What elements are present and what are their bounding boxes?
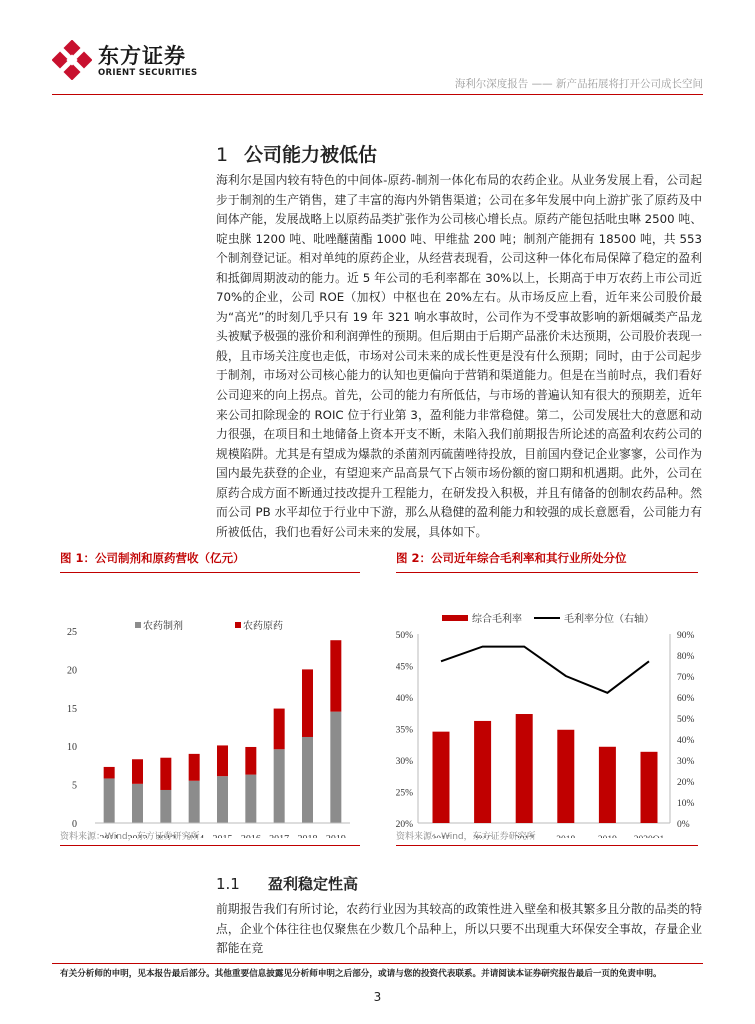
- y-left-tick-label: 50%: [396, 631, 413, 641]
- figure-1: [60, 550, 360, 842]
- section-title-text: 公司能力被低估: [244, 144, 378, 166]
- logo-english-name: ORIENT SECURITIES: [98, 68, 198, 78]
- bar-technical: [104, 767, 115, 779]
- section-number: 1: [216, 144, 229, 166]
- y-left-tick-label: 30%: [396, 757, 413, 767]
- y-tick-label: 5: [72, 780, 77, 792]
- orient-logo-icon: [52, 40, 92, 80]
- y-tick-label: 0: [72, 819, 77, 830]
- body-paragraph-1: 海利尔是国内较有特色的中间体-原药-制剂一体化布局的农药企业。从业务发展上看，公司起步于制剂的生产销售，建了丰富的海内外销售渠道；公司在多年发展中向上游扩张了原药及中间体产能，发展战略上以原药品类扩张作为公司核心增长点。原药产能包括吡虫啉 2500 吨、啶虫脒 1200 吨、吡唑醚菌酯 1000 吨、甲维盐 200 吨；制剂产能拥有 18500 吨，共 553 个制剂登记证。相对单纯的原药企业，从经营表现看，公司这种一体化布局保障了稳定的盈利和抵御周期波动的能力。近 5 年公司的毛利率都在 30%以上，长期高于申万农药上市公司近 70%的企业，公司 ROE（加权）中枢也在 20%左右。从市场反应上看，近年来公司股价最为“高光”的时刻几乎只有 19 年 321 响水事故时，公司作为不受事故影响的新烟碱类产品龙头被赋予极强的涨价和利润弹性的预期。但后期由于后期产品涨价未达预期，公司股价表现一般，且市场关注度也走低，市场对公司未来的成长性更是没有什么预期；同时，由于公司起步于制剂，市场对公司核心能力的认知也更偏向于营销和渠道能力。但是在当前时点，我们看好公司迎来的向上拐点。首先，公司的能力有所低估，与市场的普遍认知有很大的预期差，近年来公司扣除现金的 ROIC 位于行业第 3，盈利能力非常稳健。第二，公司发展壮大的意愿和动力很强，在项目和土地储备上资本开支不断，未陷入我们前期报告所论述的高盈利农药公司的规模陷阱。尤其是有望成为爆款的杀菌剂丙硫菌唑待投放，目前国内登记企业寥寥，公司作为国内最先获登的企业，有望迎来产品高景气下占领市场份额的窗口期和机遇期。此外，公司在原药合成方面不断通过技改提升工程能力，在研发投入积极，并且有储备的创制农药品种。然而公司 PB 水平却位于行业中下游，那么从稳健的盈利能力和较强的成长意愿看，公司能力有所被低估，我们也看好公司未来的发展，具体如下。: [216, 173, 702, 539]
- x-tick-label: [298, 834, 318, 838]
- bar-formulation: [274, 749, 285, 823]
- figure-2-bottom-divider: [396, 845, 698, 846]
- body-paragraph-2: 前期报告我们有所讨论，农药行业因为其较高的政策性进入壁垒和极其繁多且分散的品类的特点，企业个体往往也仅聚焦在少数几个品种上，所以只要不出现重大环保安全事故，存量企业都能在竞: [216, 902, 702, 955]
- legend-swatch: [235, 622, 241, 628]
- bar-technical: [274, 709, 285, 750]
- bar-formulation: [217, 776, 228, 823]
- subsection-title: [216, 873, 358, 894]
- legend-label: 农药制剂: [143, 621, 183, 632]
- y-left-tick-label: 20%: [396, 820, 413, 830]
- y-right-tick-label: 60%: [677, 694, 695, 704]
- page-header: [0, 0, 755, 100]
- bar-technical: [245, 747, 256, 775]
- section-title: [216, 140, 377, 167]
- figure-2: [396, 550, 698, 842]
- figure-2-title: 图 2：公司近年综合毛利率和其行业所处分位: [396, 550, 698, 573]
- bar-formulation: [330, 712, 341, 823]
- figure-1-source: 资料来源：Wind，东方证券研究所: [60, 832, 200, 842]
- y-right-tick-label: 30%: [677, 757, 695, 767]
- y-right-tick-label: 0%: [677, 820, 690, 830]
- company-logo: [52, 40, 212, 84]
- y-right-tick-label: 70%: [677, 673, 695, 683]
- figure-1-chart: [60, 573, 360, 838]
- y-tick-label: 15: [67, 703, 77, 715]
- x-tick-label: [241, 834, 261, 838]
- bar-technical: [217, 745, 228, 776]
- y-right-tick-label: 90%: [677, 631, 695, 641]
- legend-swatch: [135, 622, 141, 628]
- x-tick-label: [213, 834, 233, 838]
- y-right-tick-label: 80%: [677, 652, 695, 662]
- y-right-tick-label: 50%: [677, 715, 695, 725]
- x-tick-label: [556, 835, 575, 838]
- y-right-tick-label: 40%: [677, 736, 695, 746]
- header-divider: [52, 94, 703, 95]
- bar-formulation: [160, 790, 171, 823]
- bar-gross-margin: [641, 752, 658, 823]
- bar-formulation: [132, 784, 143, 823]
- figure-1-bottom-divider: [60, 845, 360, 846]
- y-right-tick-label: 10%: [677, 799, 695, 809]
- x-tick-label: [634, 835, 665, 838]
- bar-formulation: [189, 781, 200, 823]
- bar-gross-margin: [599, 747, 616, 823]
- figure-2-chart: [396, 573, 698, 838]
- bar-technical: [330, 640, 341, 711]
- bar-technical: [302, 669, 313, 737]
- x-tick-label: [598, 835, 617, 838]
- x-tick-label: [326, 834, 346, 838]
- bar-formulation: [104, 778, 115, 823]
- figure-1-title: 图 1：公司制剂和原药营收（亿元）: [60, 550, 360, 573]
- logo-chinese-name: 东方证券: [98, 44, 186, 68]
- legend-label-bar: 综合毛利率: [472, 614, 522, 625]
- y-left-tick-label: 45%: [396, 662, 413, 673]
- subsection-title-text: 盈利稳定性高: [268, 875, 359, 893]
- bar-gross-margin: [474, 721, 491, 823]
- y-tick-label: 10: [67, 742, 77, 754]
- bar-gross-margin: [516, 714, 533, 823]
- line-margin-percentile: [441, 647, 649, 693]
- y-left-tick-label: 25%: [396, 788, 413, 799]
- page-number: 3: [373, 990, 382, 1004]
- bar-formulation: [302, 737, 313, 823]
- bar-technical: [132, 759, 143, 784]
- legend-label-line: 毛利率分位（右轴）: [564, 614, 654, 625]
- bar-gross-margin: [557, 730, 574, 823]
- bar-gross-margin: [433, 732, 450, 823]
- x-tick-label: [269, 834, 289, 838]
- report-subtitle: 海利尔深度报告 —— 新产品拓展将打开公司成长空间: [454, 78, 703, 90]
- subsection-number: 1.1: [216, 875, 240, 893]
- legend-swatch-bar: [442, 615, 468, 621]
- bar-technical: [160, 758, 171, 790]
- figure-2-source: 资料来源：Wind，东方证券研究所: [396, 832, 536, 842]
- y-right-tick-label: 20%: [677, 778, 695, 788]
- y-left-tick-label: 35%: [396, 725, 413, 736]
- bar-formulation: [245, 775, 256, 823]
- legend-label: 农药原药: [243, 621, 283, 632]
- footer-disclaimer: 有关分析师的申明，见本报告最后部分。其他重要信息披露见分析师申明之后部分，或请与您的投资代表联系。并请阅读本证券研究报告最后一页的免责申明。: [60, 969, 662, 979]
- y-tick-label: 20: [67, 665, 77, 677]
- y-left-tick-label: 40%: [396, 694, 413, 704]
- footer-divider: [52, 963, 703, 964]
- bar-technical: [189, 754, 200, 781]
- y-tick-label: 25: [67, 627, 77, 638]
